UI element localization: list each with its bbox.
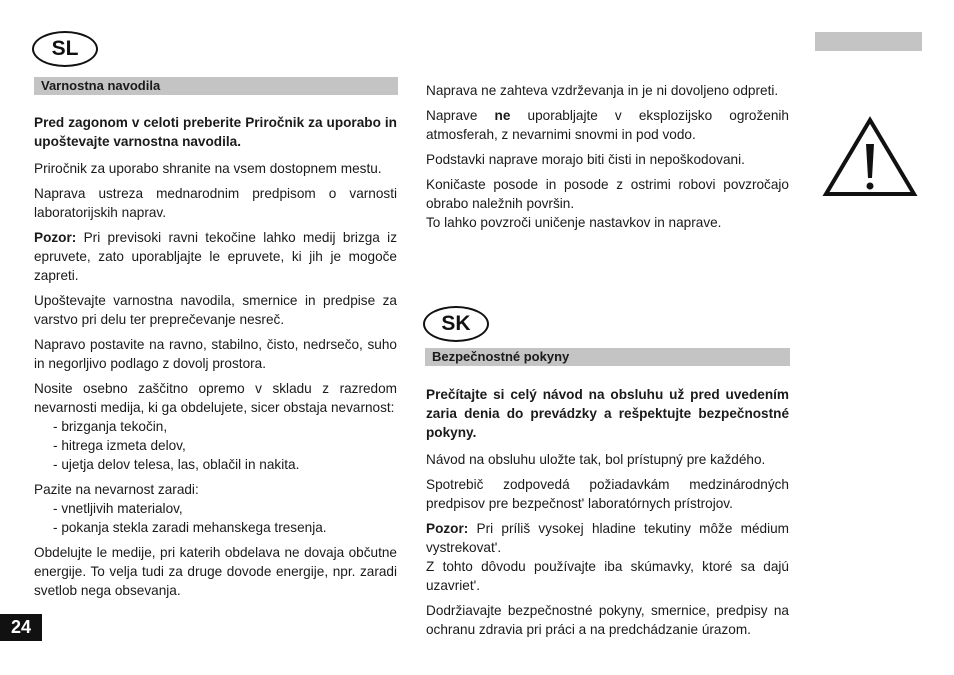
sk-p3b: Z tohto dôvodu používajte iba skúmavky, ktoré sa dajú uzavriet'.: [426, 559, 789, 593]
sl-list1: [34, 417, 397, 474]
sl-p5: Napravo postavite na ravno, stabilno, čisto, nedrsečo, suho in negorljivo podlago z dovolj prostora.: [34, 337, 397, 371]
sl-column-left: [34, 113, 397, 606]
list-item: - hitrega izmeta delov,: [34, 436, 397, 455]
sl-p3: [34, 228, 397, 285]
sk-p3-text: Pri príliš vysokej hladine tekutiny môže médium vystrekovat'.: [426, 521, 789, 555]
sl-column-right: [426, 81, 789, 238]
sl-p3-label: Pozor:: [34, 230, 77, 245]
sl-r1: Naprava ne zahteva vzdrževanja in je ni dovoljeno odpreti.: [426, 83, 779, 98]
language-badge-sl: SL: [32, 31, 98, 67]
list-item: - ujetja delov telesa, las, oblačil in nakita.: [34, 455, 397, 474]
list-item: - pokanja stekla zaradi mehanskega tresenja.: [34, 518, 397, 537]
sl-intro: Pred zagonom v celoti preberite Priročnik za uporabo in upoštevajte varnostna navodila.: [34, 115, 397, 149]
page-number: 24: [0, 614, 42, 641]
sl-p8: Obdelujte le medije, pri katerih obdelava ne dovaja občutne energije. To velja tudi za druge dovode energije, npr. zaradi svetlob nega obsevanja.: [34, 545, 397, 598]
sl-r2-c: uporabljajte v eksplozijsko ogroženih atmosferah, z nevarnimi snovmi in pod vodo.: [426, 108, 789, 142]
list-item: - brizganja tekočin,: [34, 417, 397, 436]
sl-r4: Koničaste posode in posode z ostrimi robovi povzročajo obrabo naležnih površin.: [426, 177, 789, 211]
sk-intro: Prečítajte si celý návod na obsluhu už pred uvedením zaria denia do prevádzky a rešpektujte bezpečnostné pokyny.: [426, 387, 789, 440]
sl-p4: Upoštevajte varnostna navodila, smernice in predpise za varstvo pri delu ter preprečevanje nesreč.: [34, 293, 397, 327]
sl-p6: Nosite osebno zaščitno opremo v skladu z razredom nevarnosti medija, ki ga obdelujete, sicer obstaja nevarnost:: [34, 381, 397, 415]
sl-p3-text: Pri previsoki ravni tekočine lahko medij brizga iz epruvete, zato uporabljajte le epruvete, ki jih je mogoče zapreti.: [34, 230, 397, 283]
list-item: - vnetljivih materialov,: [34, 499, 397, 518]
sk-p1: Návod na obsluhu uložte tak, bol prístupný pre každého.: [426, 452, 766, 467]
sl-r2-b: ne: [494, 108, 511, 123]
sl-p1: Priročnik za uporabo shranite na vsem dostopnem mestu.: [34, 161, 382, 176]
sk-p2: Spotrebič zodpovedá požiadavkám medzinárodných predpisov pre bezpečnost' laboratórnych prístrojov.: [426, 477, 789, 511]
sk-p3: [426, 519, 789, 557]
sl-p2: Naprava ustreza mednarodnim predpisom o varnosti laboratorijskih naprav.: [34, 186, 397, 220]
sl-r2: [426, 106, 789, 144]
sl-r5: To lahko povzroči uničenje nastavkov in naprave.: [426, 215, 722, 230]
sl-p7: Pazite na nevarnost zaradi:: [34, 482, 199, 497]
sl-r3: Podstavki naprave morajo biti čisti in nepoškodovani.: [426, 152, 745, 167]
warning-triangle-icon: [822, 116, 918, 198]
sl-list2: [34, 499, 397, 537]
sk-p3-label: Pozor:: [426, 521, 469, 536]
sk-column: [426, 385, 789, 645]
section-title-sk: Bezpečnostné pokyny: [425, 348, 790, 366]
header-tab-marker: [815, 32, 922, 51]
sk-p4: Dodržiavajte bezpečnostné pokyny, smernice, predpisy na ochranu zdravia pri práci a na predchádzanie úrazom.: [426, 603, 789, 637]
section-title-sl: Varnostna navodila: [34, 77, 398, 95]
sl-r2-a: Naprave: [426, 108, 495, 123]
language-badge-sk: SK: [423, 306, 489, 342]
